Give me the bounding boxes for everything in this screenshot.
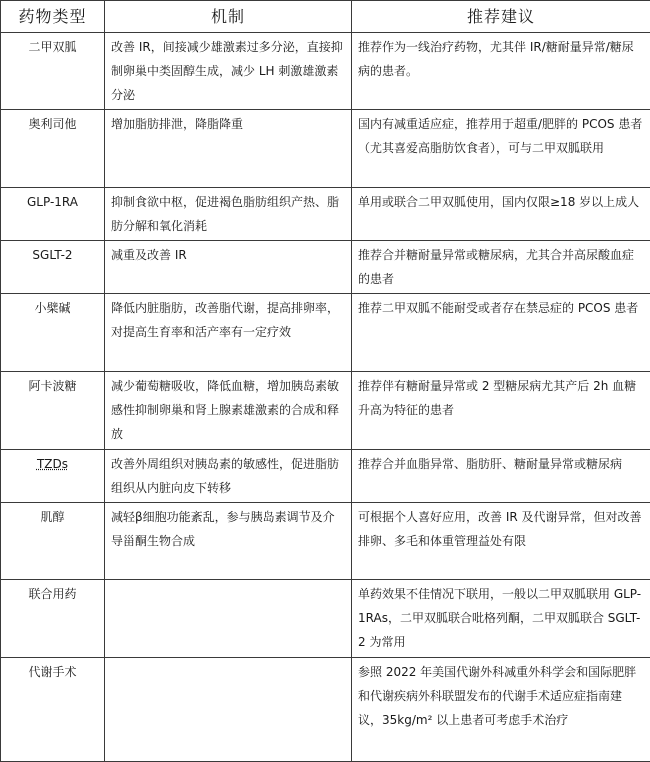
cell-recommendation: 参照 2022 年美国代谢外科减重外科学会和国际肥胖和代谢疾病外科联盟发布的代谢手术适应症指南建议，35kg/m² 以上患者可考虑手术治疗 <box>352 658 650 762</box>
cell-mechanism: 增加脂肪排泄，降脂降重 <box>105 110 352 188</box>
cell-drug-type: 奥利司他 <box>1 110 105 188</box>
header-drug-type: 药物类型 <box>1 1 105 33</box>
cell-mechanism: 减轻β细胞功能紊乱，参与胰岛素调节及介导甾酮生物合成 <box>105 503 352 580</box>
cell-recommendation: 单药效果不佳情况下联用，一般以二甲双胍联用 GLP-1RAs，二甲双胍联合吡格列酮，二甲双胍联合 SGLT-2 为常用 <box>352 580 650 658</box>
cell-mechanism: 改善 IR，间接减少雄激素过多分泌，直接抑制卵巢中类固醇生成，减少 LH 刺激雄激素分泌 <box>105 33 352 110</box>
table-row <box>1 188 650 241</box>
cell-mechanism: 抑制食欲中枢，促进褐色脂肪组织产热、脂肪分解和氧化消耗 <box>105 188 352 241</box>
cell-recommendation: 国内有减重适应症，推荐用于超重/肥胖的 PCOS 患者（尤其喜爱高脂肪饮食者），可与二甲双胍联用 <box>352 110 650 188</box>
table-row <box>1 450 650 503</box>
cell-drug-type: 二甲双胍 <box>1 33 105 110</box>
cell-drug-type: 联合用药 <box>1 580 105 658</box>
table-row <box>1 580 650 658</box>
cell-recommendation: 推荐二甲双胍不能耐受或者存在禁忌症的 PCOS 患者 <box>352 294 650 372</box>
cell-mechanism <box>105 580 352 658</box>
drug-type-label: TZDs <box>37 457 68 471</box>
header-mechanism: 机制 <box>105 1 352 33</box>
table-row <box>1 503 650 580</box>
cell-mechanism: 降低内脏脂肪，改善脂代谢，提高排卵率，对提高生育率和活产率有一定疗效 <box>105 294 352 372</box>
cell-mechanism <box>105 658 352 762</box>
table-row <box>1 33 650 110</box>
cell-drug-type: 阿卡波糖 <box>1 372 105 450</box>
cell-mechanism: 减重及改善 IR <box>105 241 352 294</box>
cell-mechanism: 改善外周组织对胰岛素的敏感性，促进脂肪组织从内脏向皮下转移 <box>105 450 352 503</box>
cell-drug-type: GLP-1RA <box>1 188 105 241</box>
cell-recommendation: 可根据个人喜好应用，改善 IR 及代谢异常，但对改善排卵、多毛和体重管理益处有限 <box>352 503 650 580</box>
table-row <box>1 658 650 762</box>
cell-recommendation: 推荐伴有糖耐量异常或 2 型糖尿病尤其产后 2h 血糖升高为特征的患者 <box>352 372 650 450</box>
table-row <box>1 372 650 450</box>
cell-recommendation: 推荐合并糖耐量异常或糖尿病，尤其合并高尿酸血症的患者 <box>352 241 650 294</box>
table-row <box>1 294 650 372</box>
cell-recommendation: 推荐作为一线治疗药物，尤其伴 IR/糖耐量异常/糖尿病的患者。 <box>352 33 650 110</box>
cell-mechanism: 减少葡萄糖吸收，降低血糖，增加胰岛素敏感性抑制卵巢和肾上腺素雄激素的合成和释放 <box>105 372 352 450</box>
header-recommendation: 推荐建议 <box>352 1 650 33</box>
cell-drug-type: SGLT-2 <box>1 241 105 294</box>
cell-drug-type: 小檗碱 <box>1 294 105 372</box>
cell-recommendation: 单用或联合二甲双胍使用，国内仅限≥18 岁以上成人 <box>352 188 650 241</box>
cell-drug-type <box>1 450 105 503</box>
table-row <box>1 241 650 294</box>
cell-recommendation: 推荐合并血脂异常、脂肪肝、糖耐量异常或糖尿病 <box>352 450 650 503</box>
table-header-row <box>1 1 650 33</box>
cell-drug-type: 代谢手术 <box>1 658 105 762</box>
table-row <box>1 110 650 188</box>
cell-drug-type: 肌醇 <box>1 503 105 580</box>
